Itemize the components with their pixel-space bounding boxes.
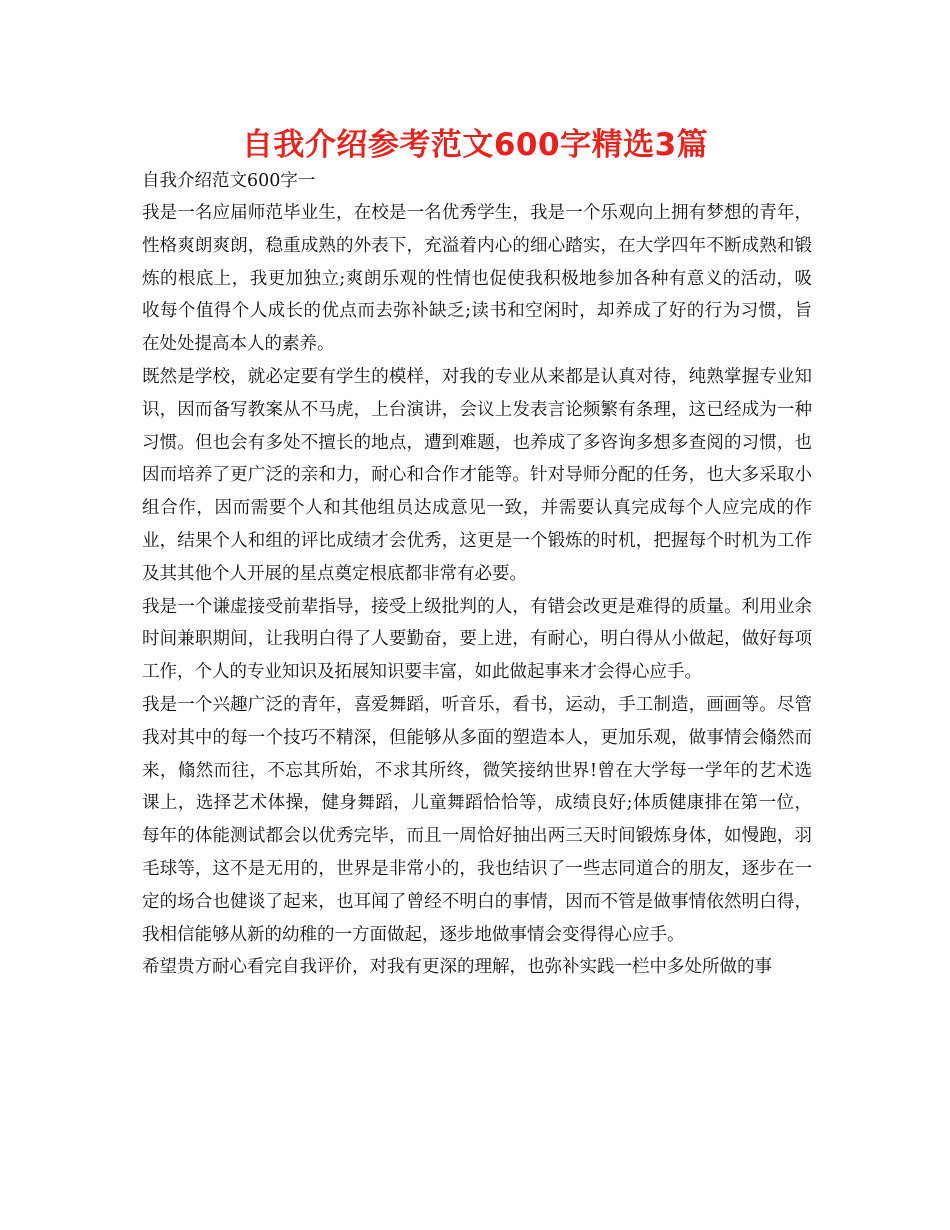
document-title: 自我介绍参考范文600字精选3篇 [241, 127, 709, 163]
paragraph-5: 希望贵方耐心看完自我评价，对我有更深的理解，也弥补实践一栏中多处所做的事 [142, 957, 772, 978]
paragraph-3: 我是一个谦虚接受前辈指导，接受上级批判的人，有错会改更是难得的质量。利用业余时间兼职期间，让我明白得了人要勤奋，要上进，有耐心，明白得从小做起，做好每项工作，个人的专业知识及拓展知识要丰富，如此做起事来才会得心应手。 [142, 596, 812, 683]
paragraph-4: 我是一个兴趣广泛的青年，喜爱舞蹈，听音乐，看书，运动，手工制造，画画等。尽管我对其中的每一个技巧不精深，但能够从多面的塑造本人，更加乐观，做事情会翛然而来，翛然而往，不忘其所始，不求其所终，微笑接纳世界!曾在大学每一学年的艺术选课上，选择艺术体操，健身舞蹈，儿童舞蹈恰恰等，成绩良好;体质健康排在第一位，每年的体能测试都会以优秀完毕，而且一周恰好抽出两三天时间锻炼身体，如慢跑，羽毛球等，这不是无用的，世界是非常小的，我也结识了一些志同道合的朋友，逐步在一定的场合也健谈了起来，也耳闻了曾经不明白的事情，因而不管是做事情依然明白得，我相信能够从新的幼稚的一方面做起，逐步地做事情会变得得心应手。 [142, 694, 812, 945]
section-heading: 自我介绍范文600字一 [142, 171, 316, 191]
document-body [142, 197, 812, 984]
paragraph-1: 我是一名应届师范毕业生，在校是一名优秀学生，我是一个乐观向上拥有梦想的青年，性格爽朗爽朗，稳重成熟的外表下，充溢着内心的细心踏实，在大学四年不断成熟和锻炼的根底上，我更加独立;爽朗乐观的性情也促使我积极地参加各种有意义的活动，吸收每个值得个人成长的优点而去弥补缺乏;读书和空闲时，却养成了好的行为习惯，旨在处处提高本人的素养。 [142, 203, 812, 355]
paragraph-2: 既然是学校，就必定要有学生的模样，对我的专业从来都是认真对待，纯熟掌握专业知识，因而备写教案从不马虎，上台演讲，会议上发表言论频繁有条理，这已经成为一种习惯。但也会有多处不擅长的地点，遭到难题，也养成了多咨询多想多查阅的习惯，也因而培养了更广泛的亲和力，耐心和合作才能等。针对导师分配的任务，也大多采取小组合作，因而需要个人和其他组员达成意见一致，并需要认真完成每个人应完成的作业，结果个人和组的评比成绩才会优秀，这更是一个锻炼的时机，把握每个时机为工作及其其他个人开展的星点奠定根底都非常有必要。 [142, 366, 812, 584]
